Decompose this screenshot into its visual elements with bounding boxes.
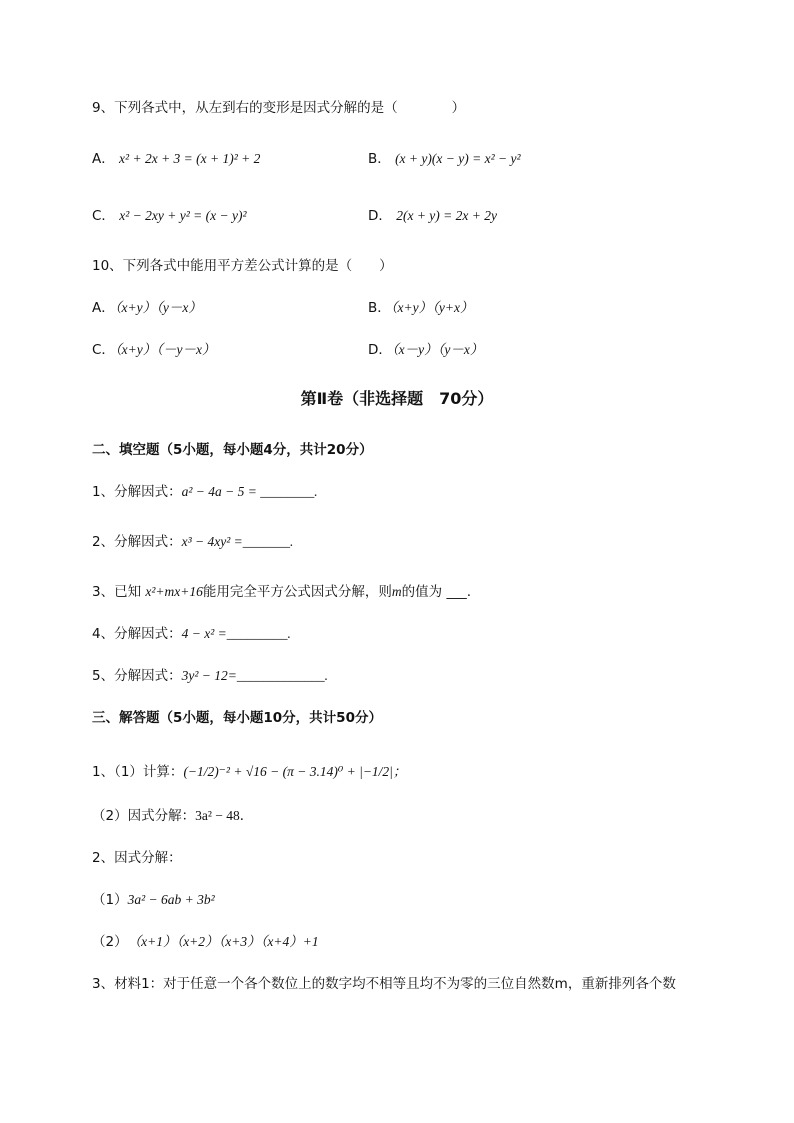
fill-item-4 bbox=[92, 624, 291, 644]
factor-expression: 3a² − 6ab + 3b² bbox=[127, 892, 215, 907]
part-2-title: 第Ⅱ卷（非选择题 70分） bbox=[300, 389, 494, 408]
item-prefix: （2） bbox=[92, 934, 121, 950]
option-letter: C． bbox=[92, 342, 115, 358]
fill-blank-heading: 二、填空题（5小题，每小题4分，共计20分） bbox=[92, 442, 373, 458]
solve-q1-part1 bbox=[92, 758, 406, 786]
item-prefix: （1） bbox=[92, 892, 128, 908]
option-expression: （x+y）（y+x） bbox=[390, 300, 474, 315]
fill-item-3 bbox=[92, 582, 471, 602]
option-expression: (x + y)(x − y) = x² − y² bbox=[395, 151, 521, 166]
fill-item-2 bbox=[92, 532, 293, 552]
solve-q2-part2 bbox=[92, 932, 319, 952]
item-suffix: 能用完全平方公式因式分解，则 bbox=[202, 584, 392, 600]
solve-q1-part2 bbox=[92, 806, 253, 826]
option-expression: 2(x + y) = 2x + 2y bbox=[396, 208, 497, 223]
option-expression: x² − 2xy + y² = (x − y)² bbox=[119, 208, 247, 223]
q10-option-d bbox=[368, 340, 483, 360]
question-10-stem: 10、下列各式中能用平方差公式计算的是（ ） bbox=[92, 258, 393, 274]
option-expression: （x+y）（y－x） bbox=[114, 300, 202, 315]
item-variable: m bbox=[391, 584, 402, 599]
q9-option-b bbox=[368, 149, 521, 169]
item-expression: a² − 4a − 5 = ________. bbox=[181, 484, 318, 499]
option-letter: B． bbox=[368, 151, 391, 167]
item-tail: 的值为 ___. bbox=[401, 584, 471, 600]
solve-heading: 三、解答题（5小题，每小题10分，共计50分） bbox=[92, 710, 382, 726]
option-expression: （x－y）（y－x） bbox=[391, 342, 484, 357]
item-prefix: （2）因式分解： bbox=[92, 808, 196, 824]
q9-option-a bbox=[92, 149, 260, 169]
option-letter: A． bbox=[92, 151, 115, 167]
q9-option-c bbox=[92, 206, 247, 226]
item-expression: x³ − 4xy² =_______. bbox=[181, 534, 294, 549]
item-prefix: 1、分解因式： bbox=[92, 484, 182, 500]
option-letter: B． bbox=[368, 300, 391, 316]
question-9-stem: 9、下列各式中，从左到右的变形是因式分解的是（ ） bbox=[92, 100, 466, 116]
fill-item-1 bbox=[92, 482, 318, 502]
item-expression: x²+mx+16 bbox=[145, 584, 203, 599]
item-prefix: 2、分解因式： bbox=[92, 534, 182, 550]
q10-option-a bbox=[92, 298, 202, 318]
option-letter: A． bbox=[92, 300, 115, 316]
item-prefix: 1、（1）计算： bbox=[92, 764, 184, 780]
option-expression: x² + 2x + 3 = (x + 1)² + 2 bbox=[119, 151, 261, 166]
solve-q2-heading: 2、因式分解： bbox=[92, 850, 182, 866]
calc-expression: (−1/2)⁻² + √16 − (π − 3.14)⁰ + |−1/2|； bbox=[183, 764, 407, 779]
item-expression: 4 − x² =_________. bbox=[181, 626, 291, 641]
factor-expression: （x+1）（x+2）（x+3）（x+4）+1 bbox=[134, 934, 319, 949]
fill-item-5 bbox=[92, 666, 328, 686]
option-letter: D． bbox=[368, 208, 392, 224]
item-prefix: 5、分解因式： bbox=[92, 668, 182, 684]
option-letter: C． bbox=[92, 208, 115, 224]
item-prefix: 4、分解因式： bbox=[92, 626, 182, 642]
q9-option-d bbox=[368, 206, 497, 226]
option-letter: D． bbox=[368, 342, 392, 358]
option-expression: （x+y）（－y－x） bbox=[114, 342, 216, 357]
item-prefix: 3、已知 bbox=[92, 584, 146, 600]
solve-q2-part1 bbox=[92, 890, 215, 910]
q10-option-c bbox=[92, 340, 216, 360]
item-expression: 3y² − 12=_____________. bbox=[181, 668, 328, 683]
q10-option-b bbox=[368, 298, 473, 318]
factor-expression: 3a² − 48． bbox=[195, 808, 254, 823]
solve-q3-text: 3、材料1：对于任意一个各个数位上的数字均不相等且均不为零的三位自然数m，重新排列各个数 bbox=[92, 976, 676, 992]
